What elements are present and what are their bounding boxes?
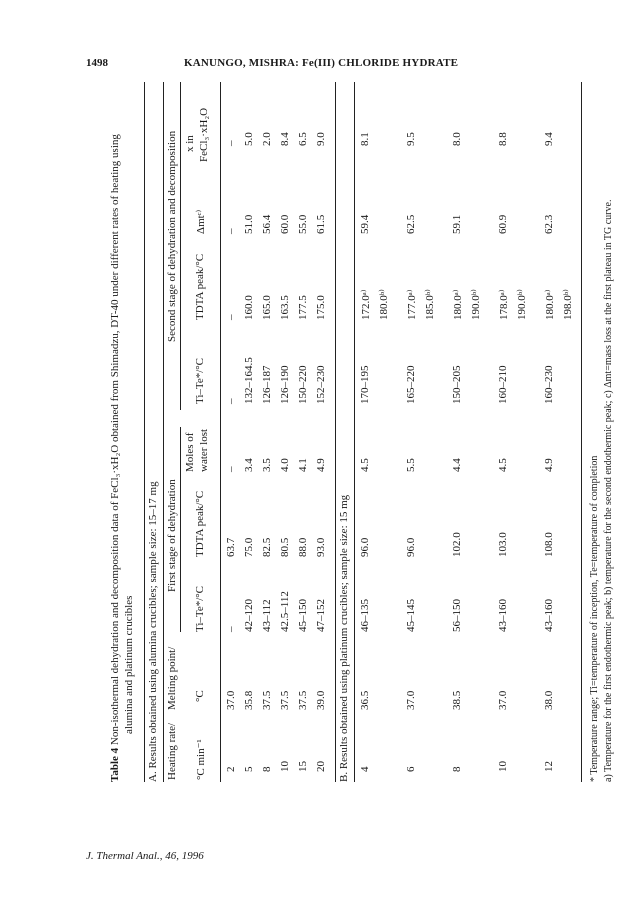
cell-dm: 59.4 [359, 214, 371, 234]
cell-p1: 102.0 [451, 532, 463, 557]
table-row [355, 82, 401, 782]
cell-x: 5.0 [243, 132, 255, 146]
cell-p1: 96.0 [405, 537, 417, 557]
cell-t1: 43–160 [497, 599, 509, 632]
cell-rate: 5 [243, 766, 255, 772]
cell-t2: 150–220 [297, 365, 309, 404]
table-row [539, 82, 581, 782]
cell-t1: 42.5–112 [279, 591, 291, 632]
cell-moles: 4.5 [497, 458, 509, 472]
cell-p2-first: 180.0ᵃ⁾ [452, 289, 464, 320]
cell-mp: 37.0 [497, 690, 509, 710]
cell-mp: 35.8 [243, 690, 255, 710]
cell-t1: 42–120 [243, 599, 255, 632]
cell-rate: 8 [451, 766, 463, 772]
cell-rate: 10 [497, 761, 509, 772]
cell-t2: 152–230 [315, 365, 327, 404]
section-b-rows [355, 82, 581, 782]
bottom-rule [581, 82, 582, 782]
cell-moles: 4.9 [543, 458, 555, 472]
rotated-table-block [108, 82, 614, 782]
cell-t1: 43–160 [543, 599, 555, 632]
header-rule-second [180, 82, 181, 410]
cell-p2-first: 180.0ᵃ⁾ [544, 289, 556, 320]
header-ti-te-2: Ti–Te*/°C [194, 357, 206, 404]
table-footnotes [588, 82, 616, 782]
caption-line-1: Non-isothermal dehydration and decomposition data of FeCl₃·xH₂O obtained from Shimadzu, DT-40 under different rates of heating using [109, 134, 121, 746]
header-melting-2: °C [194, 690, 206, 702]
cell-p2: 160.0 [243, 295, 255, 320]
cell-mp: 37.5 [297, 690, 309, 710]
data-table [144, 82, 616, 782]
cell-mp: 38.5 [451, 690, 463, 710]
cell-p2-second: 198.0ᵇ⁾ [562, 289, 574, 320]
cell-rate: 6 [405, 766, 417, 772]
cell-x: 8.1 [359, 132, 371, 146]
cell-p2: 175.0 [315, 295, 327, 320]
header-heating-rate-2: °C min⁻¹ [195, 739, 207, 780]
cell-x: – [225, 140, 237, 146]
cell-p2-second: 180.0ᵇ⁾ [378, 289, 390, 320]
table-caption [108, 82, 136, 782]
cell-moles: – [225, 466, 237, 472]
table-row [221, 82, 241, 782]
header-first-stage: First stage of dehydration [166, 479, 178, 592]
header-ti-te: Ti–Te*/°C [194, 585, 206, 632]
cell-moles: 5.5 [405, 458, 417, 472]
caption-line-2: alumina and platinum crucibles [123, 595, 135, 734]
cell-rate: 12 [543, 761, 555, 772]
cell-rate: 4 [359, 766, 371, 772]
cell-p1: 108.0 [543, 532, 555, 557]
cell-t1: 43–112 [261, 599, 273, 632]
table-row [277, 82, 295, 782]
header-heating-rate-1: Heating rate/ [166, 722, 178, 780]
section-b-title: B. Results obtained using platinum crucibles; sample size: 15 mg [338, 494, 350, 782]
cell-dm: 60.9 [497, 214, 509, 234]
cell-t2: 132–164.5 [243, 357, 255, 404]
cell-t2: 126–190 [279, 365, 291, 404]
cell-dm: 56.4 [261, 214, 273, 234]
cell-p2: 177.5 [297, 295, 309, 320]
cell-p1: 93.0 [315, 537, 327, 557]
cell-moles: 4.9 [315, 458, 327, 472]
cell-t2: 170–195 [359, 365, 371, 404]
cell-p2-first: 172.0ᵃ⁾ [360, 289, 372, 320]
table-row [295, 82, 313, 782]
cell-p1: 82.5 [261, 537, 273, 557]
cell-p2: – [225, 314, 237, 320]
running-head: KANUNGO, MISHRA: Fe(III) CHLORIDE HYDRATE [184, 57, 459, 69]
page-number: 1498 [86, 57, 108, 69]
cell-p1: 88.0 [297, 537, 309, 557]
cell-rate: 10 [279, 761, 291, 772]
cell-dm: 51.0 [243, 214, 255, 234]
cell-p2-first: 178.0ᵃ⁾ [498, 289, 510, 320]
section-a-title: A. Results obtained using alumina crucibles; sample size: 15–17 mg [147, 481, 159, 782]
cell-t1: 46–135 [359, 599, 371, 632]
cell-mp: 37.5 [279, 690, 291, 710]
cell-dm: 60.0 [279, 214, 291, 234]
cell-p2-second: 190.0ᵇ⁾ [470, 289, 482, 320]
cell-p1: 103.0 [497, 532, 509, 557]
cell-dm: 62.3 [543, 214, 555, 234]
header-rule-first [180, 427, 181, 632]
header-melting-1: Melting point/ [166, 646, 178, 710]
cell-t1: 45–145 [405, 599, 417, 632]
header-x-2: FeCl₃·xH₂O [198, 107, 210, 162]
table-row [313, 82, 335, 782]
cell-dm: – [225, 228, 237, 234]
cell-x: 9.0 [315, 132, 327, 146]
cell-x: 8.0 [451, 132, 463, 146]
cell-p2-second: 185.0ᵇ⁾ [424, 289, 436, 320]
footnote-peaks: a) Temperature for the first endothermic peak; b) temperature for the second endothermic peak; c) Δmt=mass loss at the first plateau in TG curve. [603, 199, 614, 782]
cell-dm: 62.5 [405, 214, 417, 234]
cell-p2-second: 190.0ᵇ⁾ [516, 289, 528, 320]
cell-mp: 37.0 [225, 690, 237, 710]
cell-mp: 37.0 [405, 690, 417, 710]
header-moles-2: water lost [198, 428, 210, 472]
cell-mp: 38.0 [543, 690, 555, 710]
cell-p2-first: 177.0ᵃ⁾ [406, 289, 418, 320]
cell-x: 8.8 [497, 132, 509, 146]
cell-rate: 20 [315, 761, 327, 772]
section-a-rows [221, 82, 335, 782]
cell-mp: 37.5 [261, 690, 273, 710]
cell-t2: 160–210 [497, 365, 509, 404]
table-label: Table 4 [109, 747, 121, 782]
cell-t2: 160–230 [543, 365, 555, 404]
cell-t2: 165–220 [405, 365, 417, 404]
cell-dm: 61.5 [315, 214, 327, 234]
header-tdta-2: TDTA peak/°C [194, 253, 206, 320]
table-row [493, 82, 539, 782]
cell-moles: 4.1 [297, 458, 309, 472]
cell-p1: 80.5 [279, 537, 291, 557]
cell-moles: 4.0 [279, 458, 291, 472]
cell-p2: 163.5 [279, 295, 291, 320]
cell-t1: 45–150 [297, 599, 309, 632]
cell-t1: 56–150 [451, 599, 463, 632]
cell-x: 6.5 [297, 132, 309, 146]
cell-moles: 3.5 [261, 458, 273, 472]
cell-t1: 47–152 [315, 599, 327, 632]
header-tdta: TDTA peak/°C [194, 490, 206, 557]
cell-x: 9.4 [543, 132, 555, 146]
footnote-temperature: * Temperature range; Ti=temperature of inception, Te=temperature of completion [589, 455, 600, 782]
cell-t2: 150–205 [451, 365, 463, 404]
cell-x: 8.4 [279, 132, 291, 146]
table-row [259, 82, 277, 782]
table-row [401, 82, 447, 782]
cell-mp: 36.5 [359, 690, 371, 710]
cell-p1: 75.0 [243, 537, 255, 557]
cell-rate: 8 [261, 766, 273, 772]
journal-reference: J. Thermal Anal., 46, 1996 [86, 850, 204, 862]
table-row [447, 82, 493, 782]
cell-x: 9.5 [405, 132, 417, 146]
table-row [241, 82, 259, 782]
header-second-stage: Second stage of dehydration and decomposition [166, 130, 178, 342]
cell-dm: 55.0 [297, 214, 309, 234]
cell-dm: 59.1 [451, 214, 463, 234]
cell-p1: 63.7 [225, 537, 237, 557]
cell-p2: 165.0 [261, 295, 273, 320]
column-header [164, 82, 220, 782]
cell-t2: 126–187 [261, 365, 273, 404]
cell-mp: 39.0 [315, 690, 327, 710]
cell-t1: – [225, 626, 237, 632]
header-x-1: x in [184, 135, 196, 152]
header-dm: Δmtᶜ⁾ [195, 209, 207, 234]
header-moles-1: Moles of [184, 432, 196, 472]
cell-rate: 2 [225, 766, 237, 772]
cell-moles: 4.5 [359, 458, 371, 472]
cell-p1: 96.0 [359, 537, 371, 557]
cell-moles: 4.4 [451, 458, 463, 472]
cell-moles: 3.4 [243, 458, 255, 472]
cell-t2: – [225, 398, 237, 404]
cell-rate: 15 [297, 761, 309, 772]
cell-x: 2.0 [261, 132, 273, 146]
